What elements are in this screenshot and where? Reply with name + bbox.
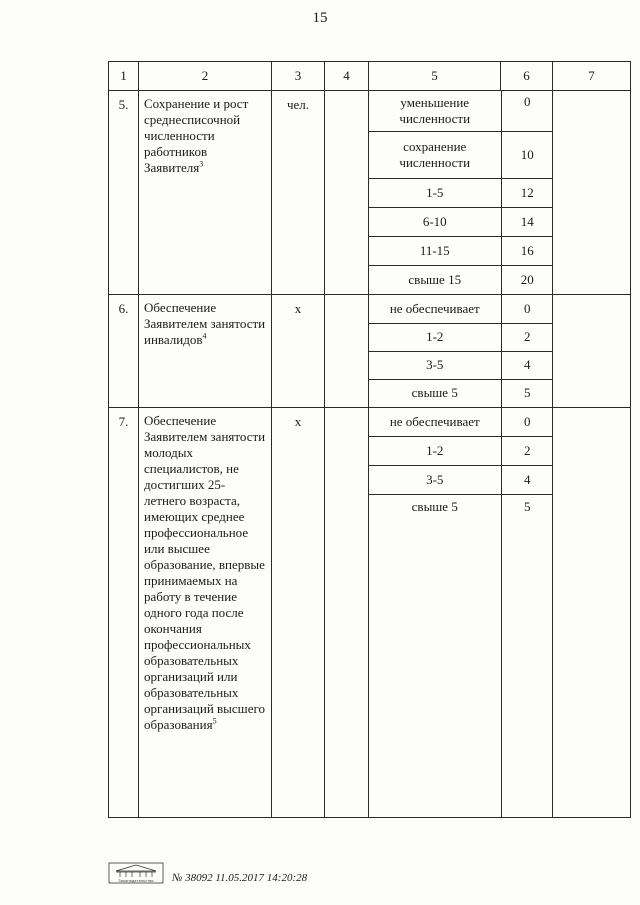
table-row	[109, 408, 631, 818]
option-score: 0	[501, 91, 553, 131]
option-label: 11-15	[369, 236, 501, 265]
header-cell: 6	[501, 62, 553, 91]
option-score: 12	[501, 178, 553, 207]
table-row	[109, 295, 631, 408]
empty-cell	[553, 91, 631, 295]
page-number: 15	[312, 10, 328, 26]
option-label: не обеспечивает	[389, 300, 480, 316]
option-score: 14	[501, 207, 553, 236]
empty-cell	[553, 408, 631, 818]
svg-text:Законодательство: Законодательство	[118, 879, 154, 883]
unit-cell: чел.	[272, 91, 325, 295]
option-label: 3-5	[369, 465, 501, 494]
header-cell: 2	[139, 62, 272, 91]
header-cell: 1	[109, 62, 139, 91]
option-label: 1-5	[369, 178, 501, 207]
option-score: 4	[501, 465, 553, 494]
row-number: 7.	[109, 408, 139, 818]
options-subtable	[369, 295, 553, 407]
options-cell	[369, 408, 553, 818]
option-label: 1-2	[369, 323, 501, 351]
option-score: 0	[501, 408, 553, 436]
footer	[108, 862, 307, 884]
row-number: 6.	[109, 295, 139, 408]
option-score: 20	[501, 265, 553, 294]
option-label: не обеспечивает	[389, 413, 480, 429]
unit-cell: х	[272, 408, 325, 818]
options-subtable	[369, 91, 553, 294]
options-cell	[369, 91, 553, 295]
table-row	[109, 91, 631, 295]
option-score: 16	[501, 236, 553, 265]
option-score: 0	[501, 295, 553, 323]
options-subtable	[369, 408, 553, 523]
options-cell	[369, 295, 553, 408]
option-label: 6-10	[369, 207, 501, 236]
header-cell: 7	[553, 62, 631, 91]
empty-cell	[325, 91, 369, 295]
unit-cell: х	[272, 295, 325, 408]
empty-cell	[553, 295, 631, 408]
header-cell: 5	[369, 62, 501, 91]
stamp-logo-icon	[108, 862, 164, 884]
registration-stamp: № 38092 11.05.2017 14:20:28	[172, 872, 308, 884]
row-number: 5.	[109, 91, 139, 295]
option-label: свыше 5	[369, 379, 501, 407]
option-label: уменьшение численности	[399, 94, 471, 126]
empty-cell	[325, 408, 369, 818]
option-label: 1-2	[369, 436, 501, 465]
criteria-table	[108, 61, 631, 818]
header-row	[109, 62, 631, 91]
option-score: 2	[501, 436, 553, 465]
header-cell: 4	[325, 62, 369, 91]
option-label: свыше 5	[369, 494, 501, 523]
option-score: 2	[501, 323, 553, 351]
option-score: 5	[501, 379, 553, 407]
empty-cell	[325, 295, 369, 408]
option-score: 4	[501, 351, 553, 379]
criterion-title: Обеспечение Заявителем занятости инвалидов$^4$	[139, 295, 272, 408]
criterion-title: Обеспечение Заявителем занятости молодых специалистов, не достигших 25-летнего возраста, имеющих среднее профессиональное или высшее образование, впервые принимаемых на работу в течение одного года после окончания профессиональных образовательных организаций или образовательных организаций высшего образования$^5$	[139, 408, 272, 818]
header-cell: 3	[272, 62, 325, 91]
option-label: сохранение численности	[369, 131, 501, 178]
option-label: свыше 15	[369, 265, 501, 294]
criterion-title: Сохранение и рост среднесписочной численности работников Заявителя$^3$	[139, 91, 272, 295]
option-score: 5	[501, 494, 553, 523]
option-score: 10	[501, 131, 553, 178]
option-label: 3-5	[369, 351, 501, 379]
